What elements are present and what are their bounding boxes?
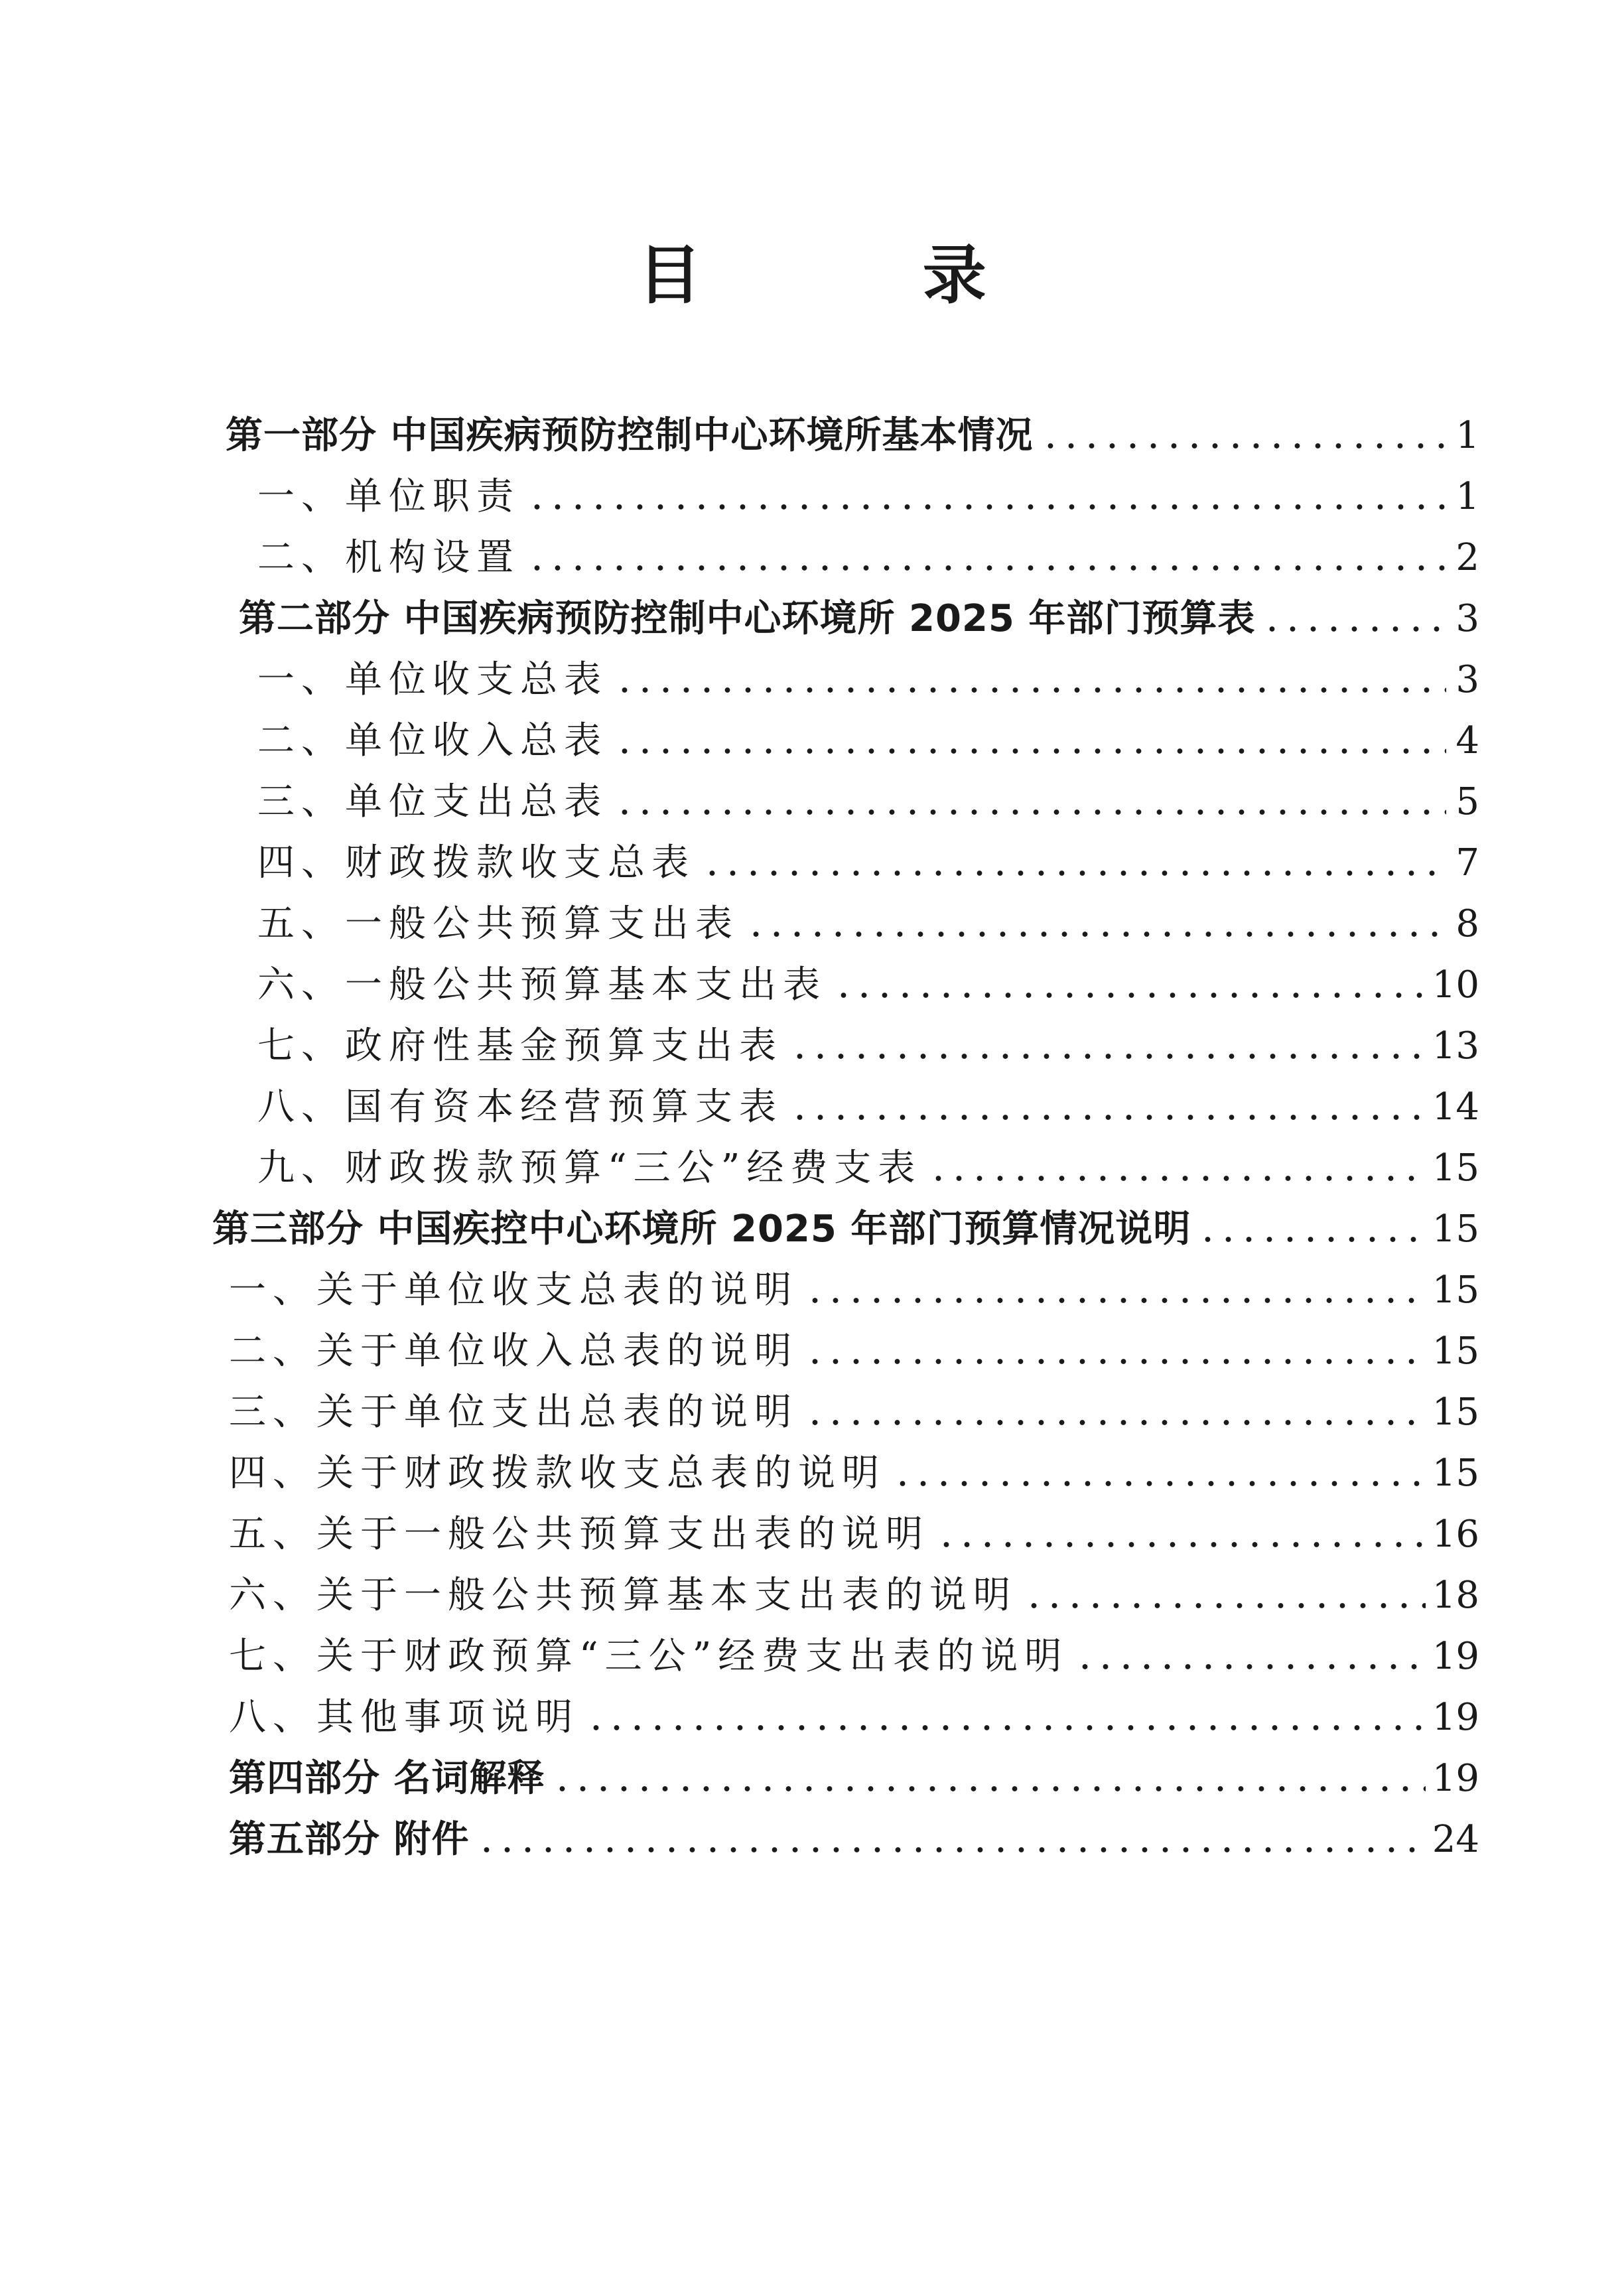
toc-entry-page: 2 [1455, 536, 1479, 579]
toc-entry-text: 二、机构设置 [257, 536, 520, 579]
dot-leader [1040, 441, 1447, 451]
toc-entry-3-5[interactable] [229, 1508, 1479, 1561]
toc-entry-page: 15 [1432, 1146, 1479, 1190]
dot-leader [789, 1052, 1426, 1061]
toc-entry-page: 15 [1432, 1208, 1479, 1251]
toc-entry-page: 10 [1432, 963, 1479, 1007]
toc-entry-2-6[interactable] [257, 959, 1479, 1012]
toc-entry-part-4[interactable] [229, 1752, 1479, 1805]
toc-entry-text: 第一部分 中国疾病预防控制中心环境所基本情况 [226, 414, 1034, 457]
toc-entry-page: 3 [1455, 597, 1479, 640]
toc-entry-text: 八、国有资本经营预算支表 [257, 1085, 783, 1129]
toc-entry-text: 一、关于单位收支总表的说明 [229, 1269, 798, 1312]
toc-entry-part-5[interactable] [229, 1813, 1479, 1866]
toc-entry-text: 一、单位收支总表 [257, 658, 608, 701]
toc-entry-part-2[interactable] [239, 592, 1479, 646]
toc-entry-text: 七、关于财政预算“三公”经费支出表的说明 [229, 1635, 1069, 1678]
dot-leader [702, 869, 1446, 878]
toc-entry-page: 18 [1432, 1574, 1479, 1617]
dot-leader [805, 1296, 1426, 1305]
dot-leader [1197, 1235, 1425, 1244]
toc-entry-page: 1 [1455, 475, 1479, 518]
toc-entry-page: 4 [1455, 719, 1479, 762]
toc-entry-text: 四、财政拨款收支总表 [257, 841, 695, 884]
toc-entry-text: 四、关于财政拨款收支总表的说明 [229, 1452, 886, 1495]
toc-entry-text: 一、单位职责 [257, 475, 520, 518]
dot-leader [476, 1845, 1426, 1854]
dot-leader [614, 807, 1446, 817]
toc-entry-3-1[interactable] [229, 1264, 1479, 1317]
toc-entry-1-2[interactable] [257, 531, 1479, 585]
dot-leader [833, 991, 1426, 1000]
toc-entry-text: 五、一般公共预算支出表 [257, 902, 739, 945]
dot-leader [527, 563, 1446, 573]
toc-entry-3-4[interactable] [229, 1447, 1479, 1500]
toc-entry-text: 八、其他事项说明 [229, 1696, 579, 1739]
toc-entry-part-1[interactable] [226, 409, 1479, 462]
toc-entry-3-7[interactable] [229, 1630, 1479, 1683]
toc-entry-2-1[interactable] [257, 654, 1479, 707]
toc-entry-page: 19 [1432, 1635, 1479, 1678]
toc-entry-2-7[interactable] [257, 1020, 1479, 1073]
dot-leader [614, 685, 1446, 695]
toc-entry-page: 8 [1455, 902, 1479, 945]
dot-leader [746, 930, 1446, 939]
toc-entry-page: 7 [1455, 841, 1479, 884]
dot-leader [928, 1174, 1425, 1183]
dot-leader [1075, 1662, 1425, 1671]
toc-entry-page: 19 [1432, 1696, 1479, 1739]
toc-entry-text: 六、一般公共预算基本支出表 [257, 963, 827, 1007]
toc-entry-text: 第三部分 中国疾控中心环境所 2025 年部门预算情况说明 [212, 1208, 1191, 1251]
toc-entry-page: 15 [1432, 1269, 1479, 1312]
dot-leader [527, 502, 1446, 512]
dot-leader [936, 1540, 1426, 1549]
toc-entry-text: 第五部分 附件 [229, 1818, 470, 1861]
toc-entry-2-4[interactable] [257, 837, 1479, 890]
toc-entry-page: 24 [1432, 1818, 1479, 1861]
toc-entry-page: 19 [1432, 1757, 1479, 1800]
dot-leader [892, 1479, 1426, 1488]
toc-entry-page: 15 [1432, 1391, 1479, 1434]
toc-entry-3-3[interactable] [229, 1386, 1479, 1439]
toc-entry-text: 五、关于一般公共预算支出表的说明 [229, 1513, 929, 1556]
toc-entry-2-8[interactable] [257, 1081, 1479, 1134]
dot-leader [614, 746, 1446, 756]
toc-entry-2-5[interactable] [257, 898, 1479, 951]
toc-entry-page: 13 [1432, 1024, 1479, 1068]
toc-entry-text: 二、单位收入总表 [257, 719, 608, 762]
toc-entry-page: 14 [1432, 1085, 1479, 1129]
toc-entry-3-2[interactable] [229, 1325, 1479, 1378]
dot-leader [552, 1784, 1426, 1793]
dot-leader [805, 1357, 1426, 1366]
toc-entry-page: 16 [1432, 1513, 1479, 1556]
toc-entry-page: 3 [1455, 658, 1479, 701]
dot-leader [586, 1723, 1426, 1732]
toc-entry-2-9[interactable] [257, 1142, 1479, 1195]
toc-entry-text: 第四部分 名词解释 [229, 1757, 545, 1800]
toc-entry-page: 1 [1455, 414, 1479, 457]
toc-entry-2-2[interactable] [257, 715, 1479, 768]
toc-entry-text: 二、关于单位收入总表的说明 [229, 1330, 798, 1373]
dot-leader [805, 1418, 1426, 1427]
toc-entry-3-6[interactable] [229, 1569, 1479, 1622]
toc-entry-text: 三、单位支出总表 [257, 780, 608, 823]
dot-leader [1262, 624, 1446, 634]
toc-entry-3-8[interactable] [229, 1691, 1479, 1744]
toc-entry-text: 第二部分 中国疾病预防控制中心环境所 2025 年部门预算表 [239, 597, 1256, 640]
dot-leader [789, 1113, 1426, 1122]
toc-entry-2-3[interactable] [257, 776, 1479, 829]
toc-entry-page: 15 [1432, 1452, 1479, 1495]
toc-entry-page: 5 [1455, 780, 1479, 823]
toc-entry-text: 九、财政拨款预算“三公”经费支表 [257, 1146, 922, 1190]
toc-entry-text: 六、关于一般公共预算基本支出表的说明 [229, 1574, 1017, 1617]
toc-entry-part-3[interactable] [212, 1203, 1479, 1256]
dot-leader [1024, 1601, 1426, 1610]
toc-title: 目 录 [638, 238, 1086, 313]
toc-entry-text: 三、关于单位支出总表的说明 [229, 1391, 798, 1434]
toc-entry-1-1[interactable] [257, 470, 1479, 523]
toc-entry-text: 七、政府性基金预算支出表 [257, 1024, 783, 1068]
toc-entry-page: 15 [1432, 1330, 1479, 1373]
